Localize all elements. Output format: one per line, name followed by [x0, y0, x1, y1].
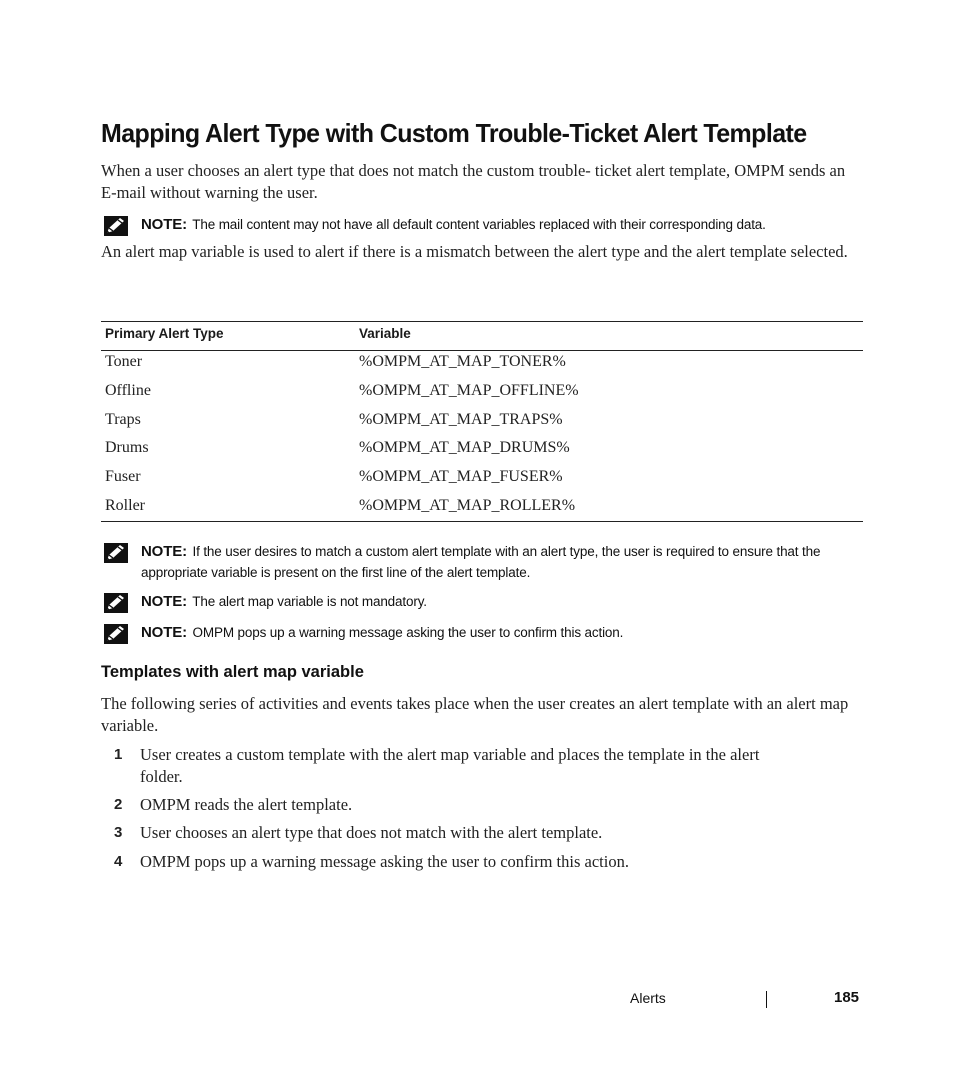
page-number: 185 [834, 989, 860, 1006]
step-text: OMPM reads the alert template. [140, 795, 353, 814]
note-custom-template [104, 541, 864, 585]
list-item [101, 851, 861, 873]
alert-type-cell: Drums [105, 439, 149, 456]
variable-cell: %OMPM_AT_MAP_ROLLER% [359, 497, 576, 514]
footer-divider [766, 991, 767, 1008]
step-text: User creates a custom template with the alert map variable and places the template in the alert folder. [140, 745, 760, 786]
note-not-mandatory [104, 591, 864, 615]
note-label: NOTE: [141, 593, 187, 610]
section-subheading: Templates with alert map variable [101, 663, 364, 681]
alert-type-cell: Roller [105, 497, 145, 514]
pencil-note-icon [104, 543, 128, 563]
step-number: 2 [114, 796, 123, 813]
step-number: 4 [114, 853, 123, 870]
list-item [101, 822, 861, 844]
header-primary-alert-type: Primary Alert Type [105, 326, 224, 341]
pencil-note-icon [104, 216, 128, 236]
step-text: User chooses an alert type that does not match with the alert template. [140, 823, 603, 842]
note-label: NOTE: [141, 543, 187, 560]
table-row [101, 437, 863, 465]
table-row [101, 380, 863, 408]
variable-cell: %OMPM_AT_MAP_TONER% [359, 353, 566, 370]
alert-type-cell: Toner [105, 353, 143, 370]
list-item [101, 744, 861, 788]
variable-cell: %OMPM_AT_MAP_FUSER% [359, 468, 563, 485]
alert-type-cell: Offline [105, 382, 151, 399]
variable-cell: %OMPM_AT_MAP_DRUMS% [359, 439, 570, 456]
table-row [101, 409, 863, 437]
note-text: If the user desires to match a custom alert template with an alert type, the user is required to ensure that the appropriate variable is present on the first line of the alert template. [141, 544, 821, 580]
map-variable-paragraph: An alert map variable is used to alert if there is a mismatch between the alert type and the alert template selected. [101, 242, 848, 261]
step-text: OMPM pops up a warning message asking the user to confirm this action. [140, 852, 629, 871]
series-paragraph: The following series of activities and events takes place when the user creates an alert template with an alert map variable. [101, 694, 849, 735]
page-title: Mapping Alert Type with Custom Trouble-Ticket Alert Template [101, 118, 807, 148]
note-text: The alert map variable is not mandatory. [192, 594, 427, 609]
list-item [101, 794, 861, 816]
variable-cell: %OMPM_AT_MAP_OFFLINE% [359, 382, 579, 399]
pencil-note-icon [104, 624, 128, 644]
note-label: NOTE: [141, 624, 187, 641]
intro-paragraph: When a user chooses an alert type that does not match the custom trouble- ticket alert template, OMPM sends an E-mail without warning the user. [101, 161, 846, 202]
note-warning-message [104, 622, 864, 646]
alert-type-cell: Traps [105, 411, 141, 428]
note-text: The mail content may not have all default content variables replaced with their corresponding data. [192, 217, 766, 232]
alert-type-cell: Fuser [105, 468, 141, 485]
step-number: 3 [114, 824, 123, 841]
table-row [101, 351, 863, 379]
footer-section: Alerts [630, 990, 666, 1006]
note-text: OMPM pops up a warning message asking the user to confirm this action. [192, 625, 624, 640]
table-row [101, 466, 863, 494]
note-mail-content [104, 214, 864, 238]
step-number: 1 [114, 746, 123, 763]
header-variable: Variable [359, 326, 411, 341]
note-label: NOTE: [141, 216, 187, 233]
table-header [101, 321, 863, 351]
pencil-note-icon [104, 593, 128, 613]
variable-cell: %OMPM_AT_MAP_TRAPS% [359, 411, 563, 428]
table-row [101, 495, 863, 523]
